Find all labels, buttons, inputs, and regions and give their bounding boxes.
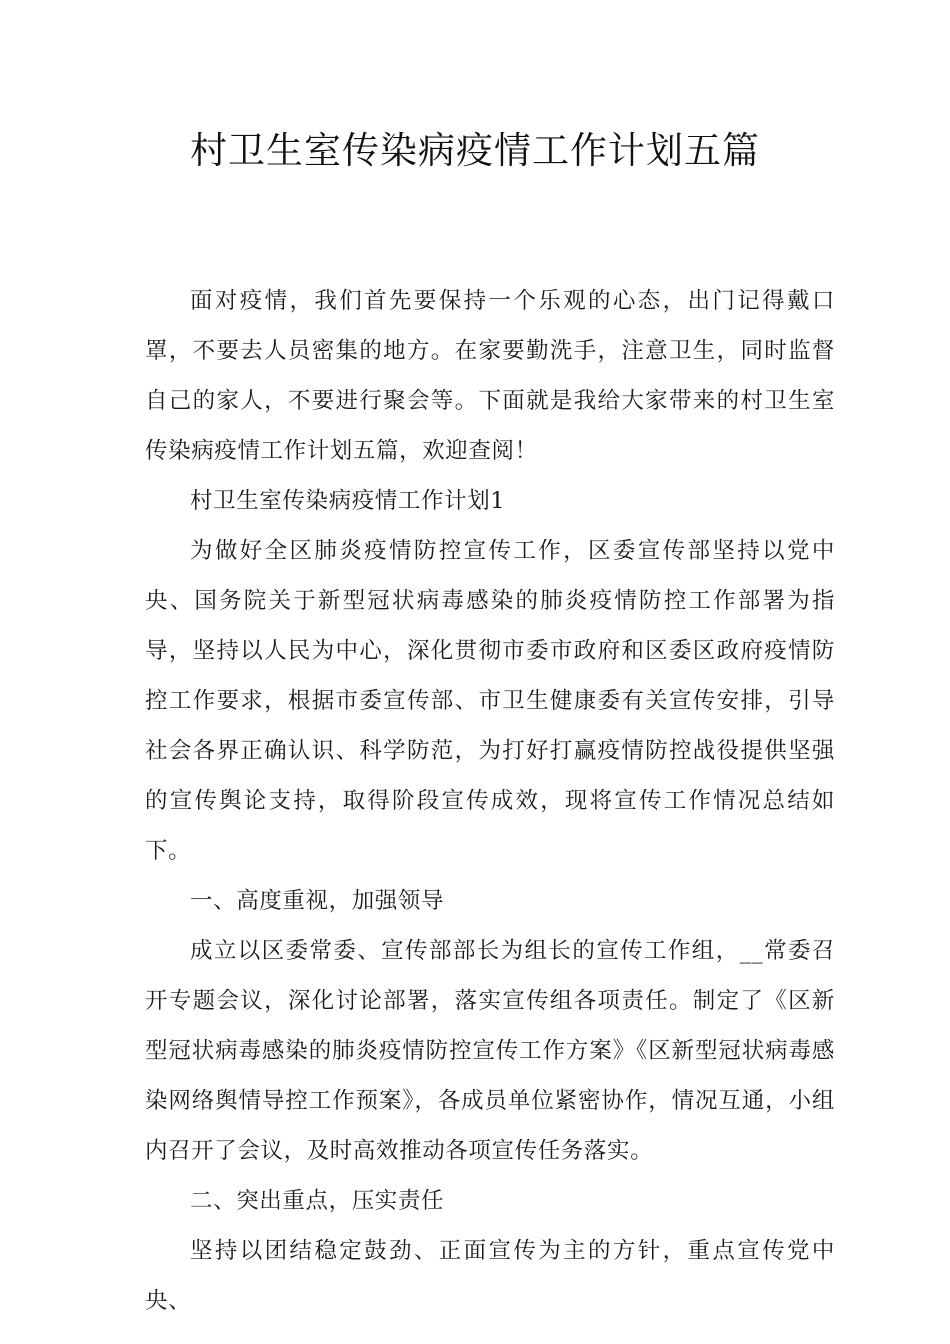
- section-heading-plan-1: 村卫生室传染病疫情工作计划1: [190, 488, 506, 514]
- document-title: 村卫生室传染病疫情工作计划五篇: [190, 129, 760, 172]
- section-heading-2: 二、突出重点，压实责任: [190, 1188, 445, 1214]
- section-heading-1: 一、高度重视，加强领导: [190, 888, 445, 914]
- intro-paragraph: 面对疫情，我们首先要保持一个乐观的心态，出门记得戴口罩，不要去人员密集的地方。在家要勤洗手，注意卫生，同时监督自己的家人，不要进行聚会等。下面就是我给大家带来的村卫生室传染病疫情工作计划五篇，欢迎查阅！: [145, 288, 835, 464]
- body-paragraph: 成立以区委常委、宣传部部长为组长的宣传工作组，__常委召开专题会议，深化讨论部署，落实宣传组各项责任。制定了《区新型冠状病毒感染的肺炎疫情防控宣传工作方案》《区新型冠状病毒感染网络舆情导控工作预案》，各成员单位紧密协作，情况互通，小组内召开了会议，及时高效推动各项宣传任务落实。: [145, 938, 835, 1164]
- body-paragraph: 为做好全区肺炎疫情防控宣传工作，区委宣传部坚持以党中央、国务院关于新型冠状病毒感染的肺炎疫情防控工作部署为指导，坚持以人民为中心，深化贯彻市委市政府和区委区政府疫情防控工作要求，根据市委宣传部、市卫生健康委有关宣传安排，引导社会各界正确认识、科学防范，为打好打赢疫情防控战役提供坚强的宣传舆论支持，取得阶段宣传成效，现将宣传工作情况总结如下。: [145, 538, 835, 864]
- body-paragraph: 坚持以团结稳定鼓劲、正面宣传为主的方针，重点宣传党中央、: [145, 1238, 835, 1314]
- document-body: [145, 276, 835, 1326]
